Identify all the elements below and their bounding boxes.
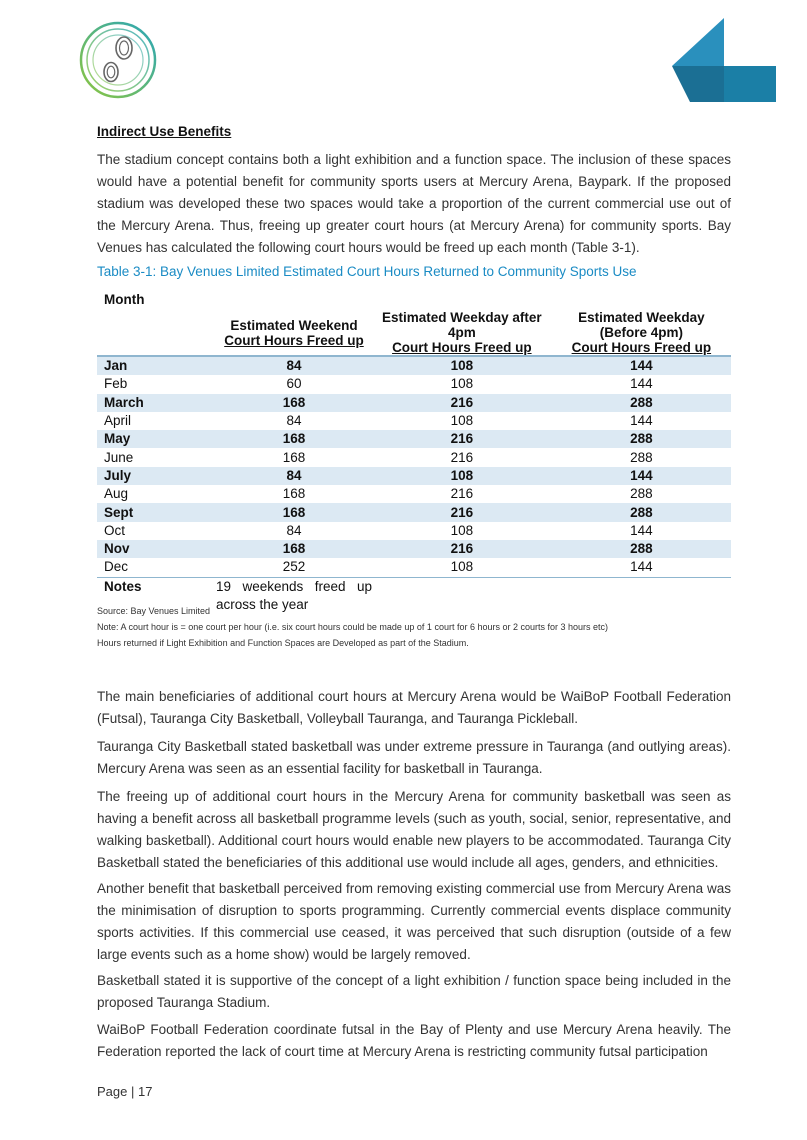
before4pm-hours-cell: 288 <box>552 394 731 412</box>
month-cell: May <box>97 430 216 448</box>
body-paragraph: The main beneficiaries of additional court hours at Mercury Arena would be WaiBoP Football Federation (Futsal), Tauranga City Basketball, Volleyball Tauranga, and Tauranga Pickleball. <box>97 689 731 726</box>
notes-label: Notes <box>97 577 216 614</box>
court-hours-table <box>97 292 731 614</box>
month-cell: Nov <box>97 540 216 558</box>
month-cell: Sept <box>97 503 216 521</box>
after4pm-hours-cell: 108 <box>450 522 474 538</box>
weekend-column-header <box>216 292 372 356</box>
before4pm-hours-cell: 144 <box>552 467 731 485</box>
after4pm-hours-cell: 216 <box>372 540 552 558</box>
weekend-hours-cell: 168 <box>216 540 372 558</box>
organisation-logo <box>78 20 158 100</box>
weekend-hours-cell: 84 <box>286 522 302 538</box>
weekend-header-top: Estimated Weekend <box>230 318 358 333</box>
after4pm-hours-cell: 216 <box>372 430 552 448</box>
after4pm-hours-cell: 108 <box>450 559 474 575</box>
table-row <box>97 430 731 448</box>
intro-paragraph: The stadium concept contains both a light exhibition and a function space. The inclusion of these spaces would have a potential benefit for community sports users at Mercury Arena, Baypark. If the proposed stadium was developed these two spaces would take a proportion of the current commercial use out of the Mercury Arena. Thus, freeing up greater court hours (at Mercury Arena) for community sports. Bay Venues has calculated the following court hours would be freed up each month (Table 3-1). <box>97 152 731 255</box>
weekend-hours-cell: 84 <box>286 413 302 429</box>
weekend-hours-cell: 168 <box>216 430 372 448</box>
month-cell: March <box>97 394 216 412</box>
after4pm-header-bottom: Court Hours Freed up <box>392 340 532 355</box>
weekend-hours-cell: 168 <box>216 394 372 412</box>
weekend-header-bottom: Court Hours Freed up <box>224 333 364 348</box>
before4pm-hours-cell: 288 <box>630 449 653 465</box>
month-cell: Feb <box>104 376 128 392</box>
after4pm-hours-cell: 216 <box>450 449 474 465</box>
before4pm-header-top: Estimated Weekday (Before 4pm) <box>578 310 705 340</box>
before4pm-hours-cell: 144 <box>630 522 653 538</box>
weekend-hours-cell: 84 <box>216 356 372 375</box>
month-cell: Aug <box>104 486 129 502</box>
before4pm-hours-cell: 288 <box>630 486 653 502</box>
corner-brand-mark <box>672 14 776 104</box>
month-cell: Dec <box>104 559 129 575</box>
before4pm-header-bottom: Court Hours Freed up <box>571 340 712 355</box>
source-note: Source: Bay Venues Limited <box>97 606 211 616</box>
month-cell: April <box>104 413 132 429</box>
after4pm-column-header <box>372 292 552 356</box>
month-cell: June <box>104 449 134 465</box>
before4pm-column-header <box>552 292 731 356</box>
before4pm-hours-cell: 144 <box>630 376 653 392</box>
after4pm-hours-cell: 216 <box>450 486 474 502</box>
after4pm-hours-cell: 108 <box>372 356 552 375</box>
weekend-hours-cell: 168 <box>282 486 306 502</box>
table-caption: Table 3-1: Bay Venues Limited Estimated Court Hours Returned to Community Sports Use <box>97 264 637 279</box>
after4pm-hours-cell: 216 <box>372 394 552 412</box>
table-row <box>97 540 731 558</box>
table-row <box>97 394 731 412</box>
before4pm-hours-cell: 288 <box>552 503 731 521</box>
before4pm-hours-cell: 144 <box>630 413 653 429</box>
table-row <box>97 485 731 503</box>
month-column-header: Month <box>97 292 216 356</box>
body-paragraph: WaiBoP Football Federation coordinate futsal in the Bay of Plenty and use Mercury Arena heavily. The Federation reported the lack of court time at Mercury Arena is restricting community futsal participation <box>97 1022 731 1059</box>
table-row <box>97 467 731 485</box>
definition-note: Note: A court hour is = one court per hour (i.e. six court hours could be made up of 1 court for 6 hours or 2 courts for 3 hours etc) <box>97 622 609 632</box>
notes-text: 19 weekends freed up across the year <box>215 578 372 612</box>
table-row <box>97 412 731 430</box>
after4pm-hours-cell: 108 <box>450 376 474 392</box>
before4pm-hours-cell: 288 <box>552 540 731 558</box>
table-row <box>97 503 731 521</box>
month-cell: Jan <box>97 356 216 375</box>
weekend-hours-cell: 60 <box>286 376 302 392</box>
table-row <box>97 356 731 375</box>
hours-note: Hours returned if Light Exhibition and Function Spaces are Developed as part of the Stadium. <box>97 638 469 648</box>
weekend-hours-cell: 168 <box>282 449 306 465</box>
table-row <box>97 375 731 393</box>
table-row <box>97 522 731 540</box>
body-paragraph: The freeing up of additional court hours in the Mercury Arena for community basketball was seen as having a benefit across all basketball programme levels (such as youth, social, senior, representative, and walking basketball). Additional court hours would enable new players to be accommodated. Tauranga City Basketball stated the beneficiaries of this additional use would include all ages, genders, and ethnicities. <box>97 789 731 870</box>
table-row <box>97 448 731 466</box>
weekend-hours-cell: 168 <box>216 503 372 521</box>
body-paragraph: Another benefit that basketball perceived from removing existing commercial use from Mercury Arena was the minimisation of disruption to sports programming. Currently commercial events displace community sports activities. If this commercial use ceased, it was perceived that such disruption (outside of a few large events such as a home show) would be largely removed. <box>97 881 731 962</box>
month-cell: Oct <box>104 522 126 538</box>
before4pm-hours-cell: 144 <box>552 356 731 375</box>
before4pm-hours-cell: 288 <box>552 430 731 448</box>
after4pm-hours-cell: 108 <box>450 413 474 429</box>
table-header-row <box>97 292 731 356</box>
page-number: Page | 17 <box>97 1084 153 1099</box>
after4pm-header-top: Estimated Weekday after 4pm <box>382 310 542 340</box>
body-paragraph: Tauranga City Basketball stated basketball was under extreme pressure in Tauranga (and outlying areas). Mercury Arena was seen as an essential facility for basketball in Tauranga. <box>97 739 731 776</box>
after4pm-hours-cell: 216 <box>372 503 552 521</box>
weekend-hours-cell: 252 <box>282 559 306 575</box>
before4pm-hours-cell: 144 <box>630 559 653 575</box>
body-paragraph: Basketball stated it is supportive of the concept of a light exhibition / function space being included in the proposed Tauranga Stadium. <box>97 973 731 1010</box>
weekend-hours-cell: 84 <box>216 467 372 485</box>
section-heading: Indirect Use Benefits <box>97 124 232 139</box>
month-cell: July <box>97 467 216 485</box>
after4pm-hours-cell: 108 <box>372 467 552 485</box>
table-row <box>97 558 731 577</box>
